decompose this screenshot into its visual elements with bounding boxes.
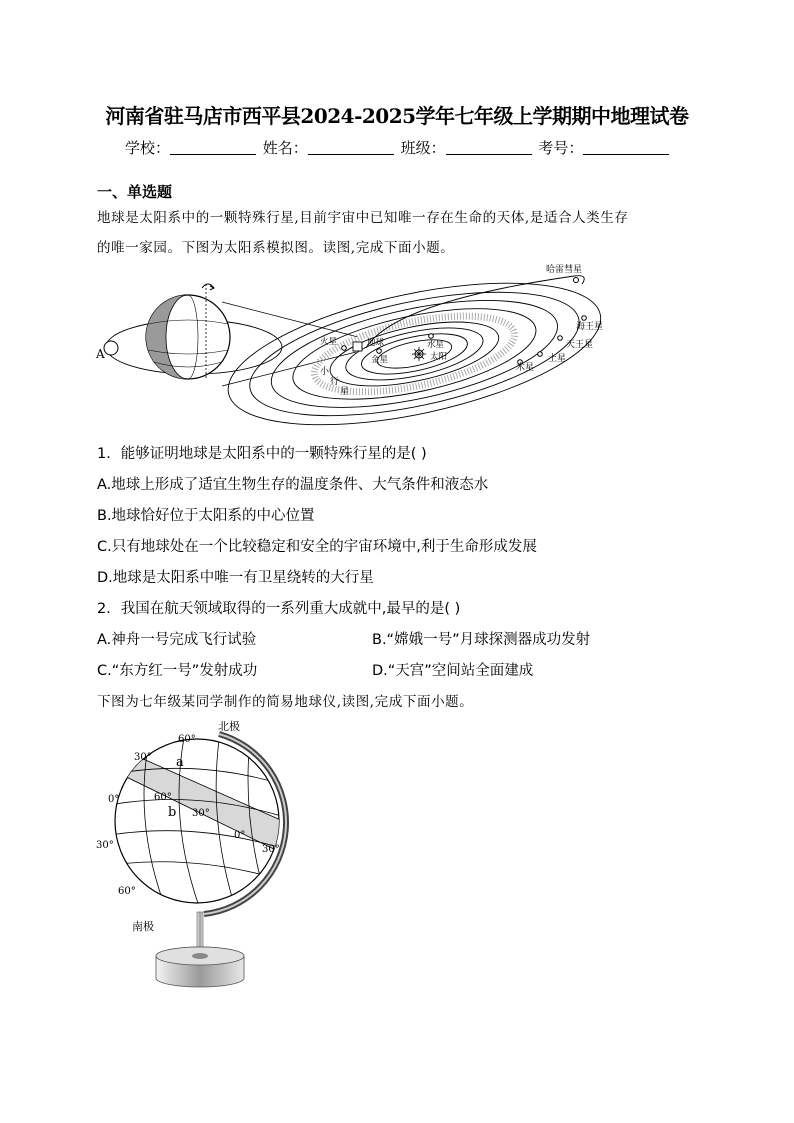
q2-option-c[interactable]: C.“东方红一号”发射成功 xyxy=(97,663,258,679)
planet-orbits xyxy=(216,262,613,434)
label-inner-30: 30° xyxy=(192,808,210,819)
moon-a xyxy=(104,341,118,355)
label-uranus: 天王星 xyxy=(566,340,594,350)
q1-option-c[interactable]: C.只有地球处在一个比较稳定和安全的宇宙环境中,利于生命形成发展 xyxy=(97,539,537,555)
q1-option-d[interactable]: D.地球是太阳系中唯一有卫星绕转的大行星 xyxy=(97,570,374,586)
name-blank[interactable] xyxy=(308,140,394,155)
student-info-row xyxy=(125,137,671,158)
label-right-30: 30° xyxy=(262,844,280,855)
school-blank[interactable] xyxy=(170,140,256,155)
label-sun: 太阳 xyxy=(430,352,448,362)
label-lat30-left: 30° xyxy=(134,752,152,763)
label-jupiter: 木星 xyxy=(516,363,535,373)
exam-title: 河南省驻马店市西平县2024-2025学年七年级上学期期中地理试卷 xyxy=(105,104,689,128)
label-asteroid-3: 星 xyxy=(340,387,350,397)
label-point-a: a xyxy=(176,755,184,770)
label-a: A xyxy=(96,347,105,361)
class-label: 班级： xyxy=(400,139,446,157)
label-halley: 哈雷彗星 xyxy=(546,265,583,275)
label-inner-0: 0° xyxy=(234,830,246,841)
label-saturn: 土星 xyxy=(548,354,567,364)
sun-icon xyxy=(412,347,426,361)
q1-stem: 1．能够证明地球是太阳系中的一颗特殊行星的是( ) xyxy=(97,446,427,462)
section-title: 一、单选题 xyxy=(97,183,173,201)
label-asteroid-1: 小 xyxy=(320,367,330,377)
q1-option-b[interactable]: B.地球恰好位于太阳系的中心位置 xyxy=(97,508,315,524)
number-blank[interactable] xyxy=(583,140,669,155)
intro1-line1: 地球是太阳系中的一颗特殊行星,目前宇宙中已知唯一存在生命的天体,是适合人类生存 xyxy=(97,210,629,226)
class-blank[interactable] xyxy=(446,140,532,155)
name-label: 姓名： xyxy=(262,139,308,157)
label-inner-60: 60° xyxy=(154,792,172,803)
q1-option-a[interactable]: A.地球上形成了适宜生物生存的温度条件、大气条件和液态水 xyxy=(97,477,489,493)
label-lat60-top: 60° xyxy=(178,734,196,745)
intro2: 下图为七年级某同学制作的简易地球仪,读图,完成下面小题。 xyxy=(97,694,474,710)
label-mercury: 水星 xyxy=(427,340,445,350)
label-asteroid-2: 行 xyxy=(330,377,340,387)
label-lat60-lower: 60° xyxy=(118,886,136,897)
earth-globe xyxy=(146,284,230,380)
intro1-line2: 的唯一家园。下图为太阳系模拟图。读图,完成下面小题。 xyxy=(97,240,455,256)
label-south-pole: 南极 xyxy=(132,920,154,933)
label-point-b: b xyxy=(168,805,177,820)
q2-option-d[interactable]: D.“天宫”空间站全面建成 xyxy=(372,663,534,679)
solar-system-diagram xyxy=(94,262,614,434)
globe-diagram xyxy=(94,716,314,1006)
label-neptune: 海王星 xyxy=(576,322,604,332)
q2-option-a[interactable]: A.神舟一号完成飞行试验 xyxy=(97,632,257,648)
number-label: 考号： xyxy=(538,139,584,157)
q2-option-b[interactable]: B.“嫦娥一号”月球探测器成功发射 xyxy=(372,632,591,648)
label-mars: 火星 xyxy=(320,337,338,347)
label-lat0-left: 0° xyxy=(108,794,120,805)
label-lat30-lower: 30° xyxy=(96,840,114,851)
school-label: 学校： xyxy=(125,139,171,157)
label-earth: 地球 xyxy=(367,338,385,348)
label-venus: 金星 xyxy=(371,355,389,365)
label-north-pole: 北极 xyxy=(218,720,240,733)
q2-stem: 2．我国在航天领域取得的一系列重大成就中,最早的是( ) xyxy=(97,601,461,617)
